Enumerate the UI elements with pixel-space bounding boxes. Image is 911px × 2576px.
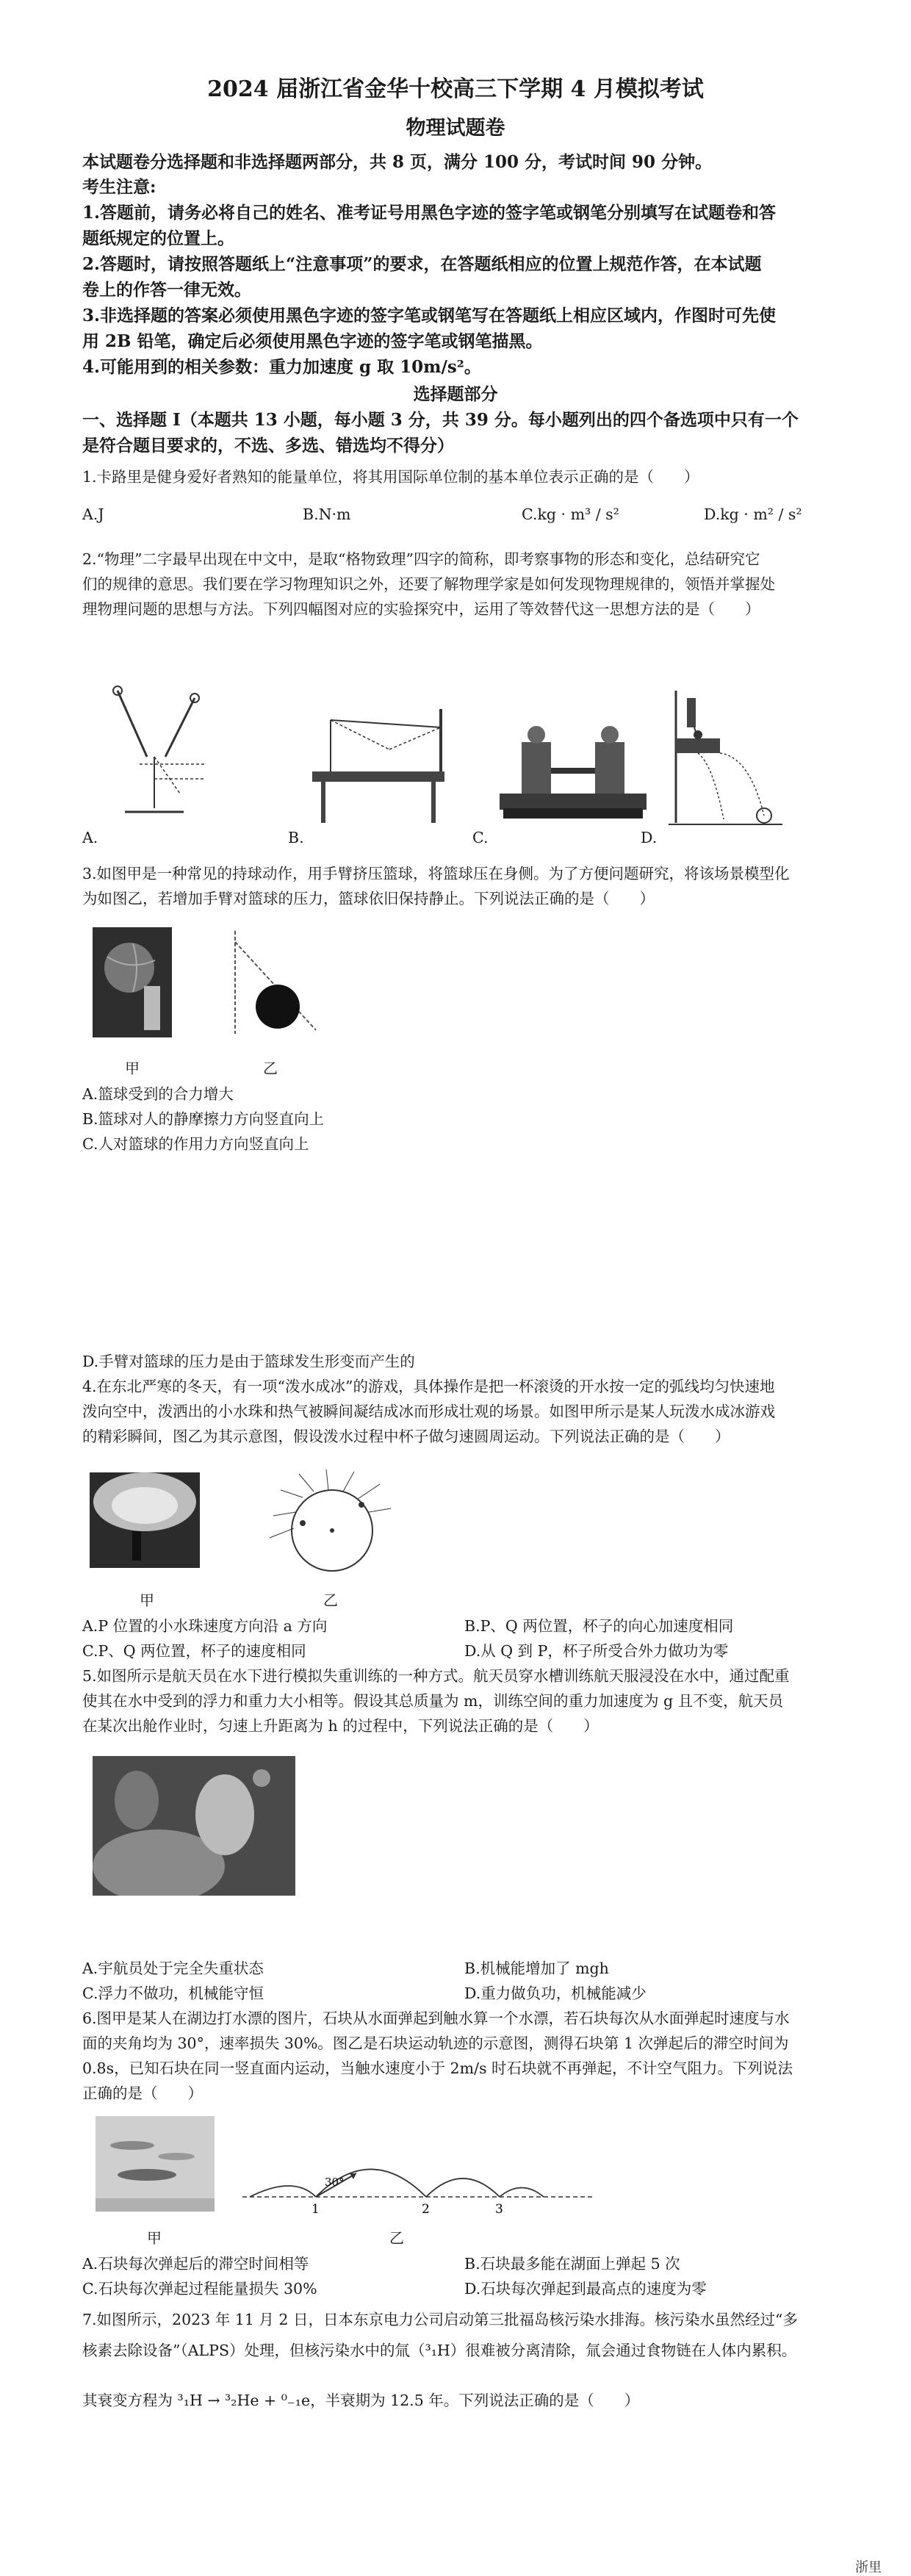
q1-option-a: A.J (82, 506, 104, 523)
q5-stem-line: 5.如图所示是航天员在水下进行模拟失重训练的一种方式。航天员穿水槽训练航天服浸没在水中，通过配重 (82, 1667, 790, 1685)
q3-diagram-ball-model (220, 927, 323, 1037)
q1-option-c: C.kg · m³ / s² (522, 506, 619, 523)
q3-option-a: A.篮球受到的合力增大 (82, 1085, 234, 1103)
q5-option-a: A.宇航员处于完全失重状态 (82, 1960, 264, 1977)
q3-stem-line: 为如图乙，若增加手臂对篮球的压力，篮球依旧保持静止。下列说法正确的是（ ） (82, 890, 655, 907)
notice-title: 考生注意: (82, 177, 156, 197)
q2-option-d: D. (641, 829, 658, 846)
q4-stem-line: 泼向空中，泼洒出的小水珠和热气被瞬间凝结成冰而形成壮观的场景。如图甲所示是某人玩泼水成冰游戏 (82, 1403, 775, 1420)
q2-option-b: B. (288, 829, 304, 846)
exam-subtitle: 物理试题卷 (406, 117, 505, 140)
q3-option-d: D.手臂对篮球的压力是由于篮球发生形变而产生的 (82, 1353, 415, 1370)
notice-line: 卷上的作答一律无效。 (82, 280, 251, 300)
exam-title: 2024 届浙江省金华十校高三下学期 4 月模拟考试 (207, 76, 704, 102)
q7-stem-line: 7.如图所示，2023 年 11 月 2 日，日本东京电力公司启动第三批福岛核污染水排海。核污染水虽然经过“多 (82, 2311, 798, 2328)
q5-option-c: C.浮力不做功，机械能守恒 (82, 1985, 264, 2002)
q4-photo-throwing-water (90, 1472, 200, 1568)
q6-point-label: 3 (495, 2202, 503, 2217)
q6-photo-stone-skipping (96, 2116, 215, 2212)
q3-stem-line: 3.如图甲是一种常见的持球动作，用手臂挤压篮球，将篮球压在身侧。为了方便问题研究，将该场景模型化 (82, 865, 790, 882)
q4-caption-a: 甲 (140, 1591, 154, 1609)
q6-diagram-trajectory (235, 2145, 602, 2219)
q2-figure-d-projectile (654, 683, 786, 830)
q6-point-label: 1 (312, 2202, 320, 2217)
q2-stem-line: 理物理问题的思想与方法。下列四幅图对应的实验探究中，运用了等效替代这一思想方法的是（ ） (82, 600, 760, 618)
q3-caption-a: 甲 (125, 1059, 140, 1077)
q6-stem-line: 正确的是（ ） (82, 2084, 203, 2102)
q1-option-b: B.N·m (303, 506, 351, 523)
q3-option-b: B.篮球对人的静摩擦力方向竖直向上 (82, 1110, 325, 1128)
q3-photo-holding-ball (93, 927, 172, 1037)
q4-caption-b: 乙 (323, 1591, 338, 1609)
q7-stem-line: 核素去除设备”（ALPS）处理，但核污染水中的氚（³₁H）很难被分离清除，氚会通过食物链在人体内累积。 (82, 2342, 797, 2359)
notice-line: 题纸规定的位置上。 (82, 229, 234, 248)
q4-option-d: D.从 Q 到 P，杯子所受合外力做功为零 (464, 1642, 729, 1660)
q6-option-c: C.石块每次弹起过程能量损失 30% (82, 2280, 317, 2298)
q4-option-a: A.P 位置的小水珠速度方向沿 a 方向 (82, 1617, 328, 1635)
q2-figure-c-cavendish (485, 713, 654, 830)
notice-line: 4.可能用到的相关参数：重力加速度 g 取 10m/s²。 (82, 357, 481, 377)
q3-caption-b: 乙 (263, 1059, 278, 1077)
part1-heading: 一、选择题 I（本题共 13 小题，每小题 3 分，共 39 分。每小题列出的四个备选项中只有一个 (82, 410, 799, 430)
q6-caption-a: 甲 (147, 2229, 162, 2247)
q4-diagram-circular-motion (259, 1468, 398, 1578)
q5-option-b: B.机械能增加了 mgh (464, 1960, 609, 1977)
q6-stem-line: 面的夹角均为 30°，速率损失 30%。图乙是石块运动轨迹的示意图，测得石块第 1 次弹起后的滞空时间为 (82, 2034, 789, 2052)
section-title: 选择题部分 (413, 384, 498, 404)
q7-stem-line: 其衰变方程为 ³₁H → ³₂He + ⁰₋₁e，半衰期为 12.5 年。下列说法正确的是（ ） (82, 2392, 640, 2409)
q6-option-a: A.石块每次弹起后的滞空时间相等 (82, 2255, 309, 2273)
q4-option-b: B.P、Q 两位置，杯子的向心加速度相同 (464, 1617, 734, 1635)
notice-line: 1.答题前，请务必将自己的姓名、准考证号用黑色字迹的签字笔或钢笔分别填写在试题卷和答 (82, 203, 777, 223)
q6-stem-line: 6.图甲是某人在湖边打水漂的图片，石块从水面弹起到触水算一个水漂，若石块每次从水面弹起时速度与水 (82, 2010, 790, 2027)
q5-stem-line: 使其在水中受到的浮力和重力大小相等。假设其总质量为 m，训练空间的重力加速度为 g 且不变，航天员 (82, 1692, 784, 1710)
q6-option-d: D.石块每次弹起到最高点的速度为零 (464, 2280, 707, 2298)
q6-stem-line: 0.8s，已知石块在同一竖直面内运动，当触水速度小于 2m/s 时石块就不再弹起，不计空气阻力。下列说法 (82, 2059, 793, 2077)
q2-stem-line: 们的规律的意思。我们要在学习物理知识之外，还要了解物理学家是如何发现物理规律的，领悟并掌握处 (82, 575, 775, 593)
q6-angle-label: 30° (325, 2176, 345, 2189)
q2-figure-a-force-board (96, 683, 220, 830)
notice-line: 2.答题时，请按照答题纸上“注意事项”的要求，在答题纸相应的位置上规范作答，在本试题 (82, 254, 762, 274)
intro-text: 本试题卷分选择题和非选择题两部分，共 8 页，满分 100 分，考试时间 90 分钟。 (82, 152, 713, 172)
q6-option-b: B.石块最多能在湖面上弹起 5 次 (464, 2255, 680, 2273)
q5-option-d: D.重力做负功，机械能减少 (464, 1985, 647, 2002)
q1-stem: 1.卡路里是健身爱好者熟知的能量单位，将其用国际单位制的基本单位表示正确的是（ ） (82, 468, 699, 486)
q2-figure-b-torsion-table (301, 705, 455, 830)
q2-stem-line: 2.“物理”二字最早出现在中文中，是取“格物致理”四字的简称，即考察事物的形态和变化，总结研究它 (82, 550, 760, 568)
q2-option-c: C. (472, 829, 489, 846)
q6-point-label: 2 (422, 2202, 430, 2217)
q1-option-d: D.kg · m² / s² (704, 506, 802, 523)
page-footer: 浙里 (855, 2560, 882, 2575)
q5-photo-underwater-training (93, 1756, 295, 1896)
q4-stem-line: 4.在东北严寒的冬天，有一项“泼水成冰”的游戏，具体操作是把一杯滚烫的开水按一定的弧线均匀快速地 (82, 1378, 775, 1395)
q2-option-a: A. (82, 829, 98, 846)
q3-option-c: C.人对篮球的作用力方向竖直向上 (82, 1135, 309, 1153)
q4-option-c: C.P、Q 两位置，杯子的速度相同 (82, 1642, 306, 1660)
q6-caption-b: 乙 (389, 2229, 404, 2247)
notice-line: 用 2B 铅笔，确定后必须使用黑色字迹的签字笔或钢笔描黑。 (82, 331, 543, 351)
notice-line: 3.非选择题的答案必须使用黑色字迹的签字笔或钢笔写在答题纸上相应区域内，作图时可先使 (82, 306, 777, 325)
part1-heading: 是符合题目要求的，不选、多选、错选均不得分） (82, 436, 454, 456)
q4-stem-line: 的精彩瞬间，图乙为其示意图，假设泼水过程中杯子做匀速圆周运动。下列说法正确的是（ ） (82, 1428, 730, 1445)
q5-stem-line: 在某次出舱作业时，匀速上升距离为 h 的过程中，下列说法正确的是（ ） (82, 1717, 599, 1735)
